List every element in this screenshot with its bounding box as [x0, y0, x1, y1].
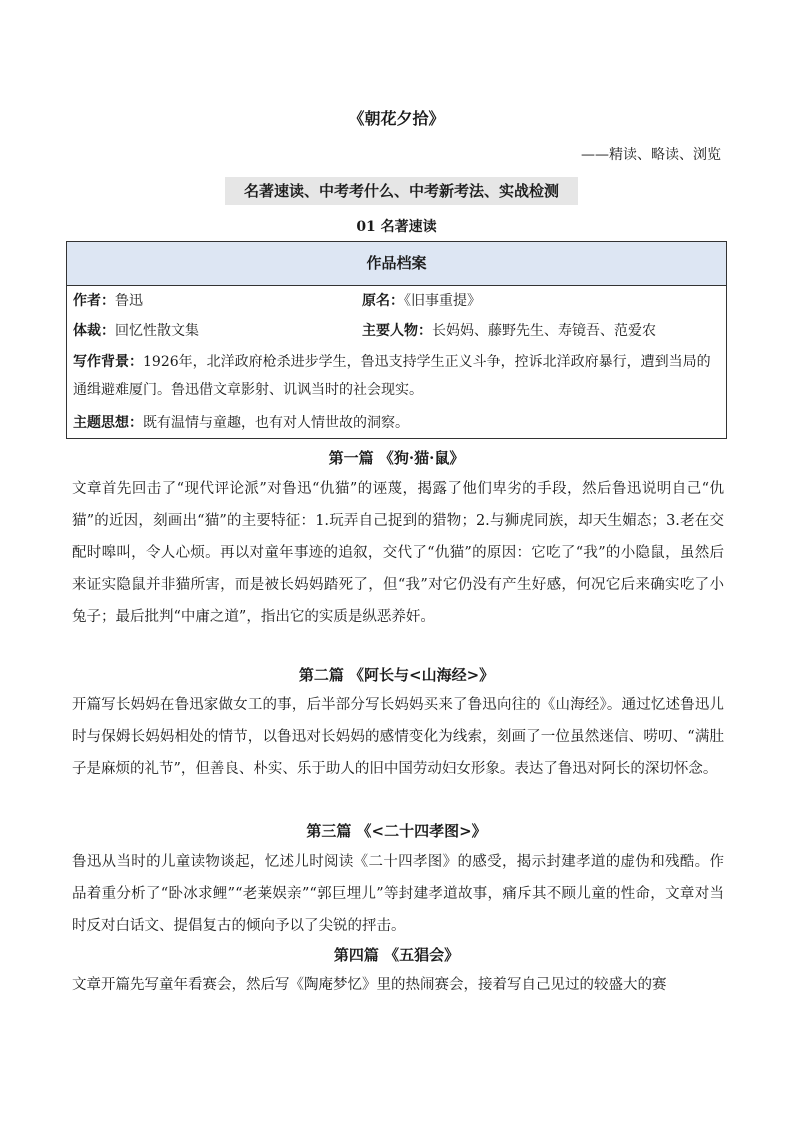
characters-value: 长妈妈、藤野先生、寿镜吾、范爱农 [432, 323, 656, 339]
theme-row [73, 409, 409, 437]
author-label: 作者： [73, 293, 115, 309]
genre-row [73, 317, 199, 345]
chapter-1-text: 文章首先回击了“现代评论派”对鲁迅“仇猫”的诬蔑，揭露了他们卑劣的手段，然后鲁迅说明自己“仇猫”的近因，刻画出“猫”的主要特征：1.玩弄自己捉到的猎物；2.与狮虎同族，却天生媚态；3.老在交配时嗥叫，令人心烦。再以对童年事迹的追叙，交代了“仇猫”的原因：它吃了“我”的小隐鼠，虽然后来证实隐鼠并非猫所害，而是被长妈妈踏死了，但“我”对它仍没有产生好感，何况它后来确实吃了小兔子；最后批判“中庸之道”，指出它的实质是纵恶养奸。 [72, 481, 724, 625]
author-row [73, 287, 143, 315]
author-value: 鲁迅 [115, 293, 143, 309]
chapter-2-title: 第二篇 《阿长与<山海经>》 [298, 666, 495, 684]
characters-label: 主要人物： [362, 323, 432, 339]
chapter-3-title: 第三篇 《<二十四孝图>》 [306, 822, 487, 840]
profile-heading: 作品档案 [67, 242, 726, 286]
theme-value: 既有温情与童趣，也有对人情世故的洞察。 [143, 415, 409, 431]
chapter-2-text: 开篇写长妈妈在鲁迅家做女工的事，后半部分写长妈妈买来了鲁迅向往的《山海经》。通过忆述鲁迅儿时与保姆长妈妈相处的情节，以鲁迅对长妈妈的感情变化为线索，刻画了一位虽然迷信、唠叨、“满肚子是麻烦的礼节”，但善良、朴实、乐于助人的旧中国劳动妇女形象。表达了鲁迅对阿长的深切怀念。 [72, 697, 724, 777]
original-title-value: 《旧事重提》 [404, 293, 481, 309]
chapter-4-title: 第四篇 《五猖会》 [333, 946, 460, 964]
background-label: 写作背景： [73, 354, 143, 370]
chapter-4-text: 文章开篇先写童年看赛会，然后写《陶庵梦忆》里的热闹赛会，接着写自己见过的较盛大的赛 [72, 977, 667, 993]
characters-row [362, 317, 656, 345]
section-heading: 01 名著速读 [356, 219, 437, 235]
genre-label: 体裁： [73, 323, 115, 339]
chapter-1-title: 第一篇 《狗·猫·鼠》 [328, 449, 465, 467]
page-title: 《朝花夕拾》 [348, 109, 445, 128]
theme-label: 主题思想： [73, 415, 143, 431]
profile-table [66, 241, 727, 439]
section-banner: 名著速读、中考考什么、中考新考法、实战检测 [225, 177, 578, 205]
chapter-3-text: 鲁迅从当时的儿童读物谈起，忆述儿时阅读《二十四孝图》的感受，揭示封建孝道的虚伪和残酷。作品着重分析了“卧冰求鲤”“老莱娱亲”“郭巨埋儿”等封建孝道故事，痛斥其不顾儿童的性命，文章对当时反对白话文、提倡复古的倾向予以了尖锐的抨击。 [72, 854, 724, 934]
page-subtitle: ——精读、略读、浏览 [581, 147, 721, 163]
original-title-label: 原名： [362, 293, 404, 309]
original-title-row [362, 287, 481, 315]
genre-value: 回忆性散文集 [115, 323, 199, 339]
background-row [73, 348, 721, 404]
background-value: 1926年，北洋政府枪杀进步学生，鲁迅支持学生正义斗争，控诉北洋政府暴行，遭到当局的通缉避难厦门。鲁迅借文章影射、讥讽当时的社会现实。 [73, 354, 711, 398]
